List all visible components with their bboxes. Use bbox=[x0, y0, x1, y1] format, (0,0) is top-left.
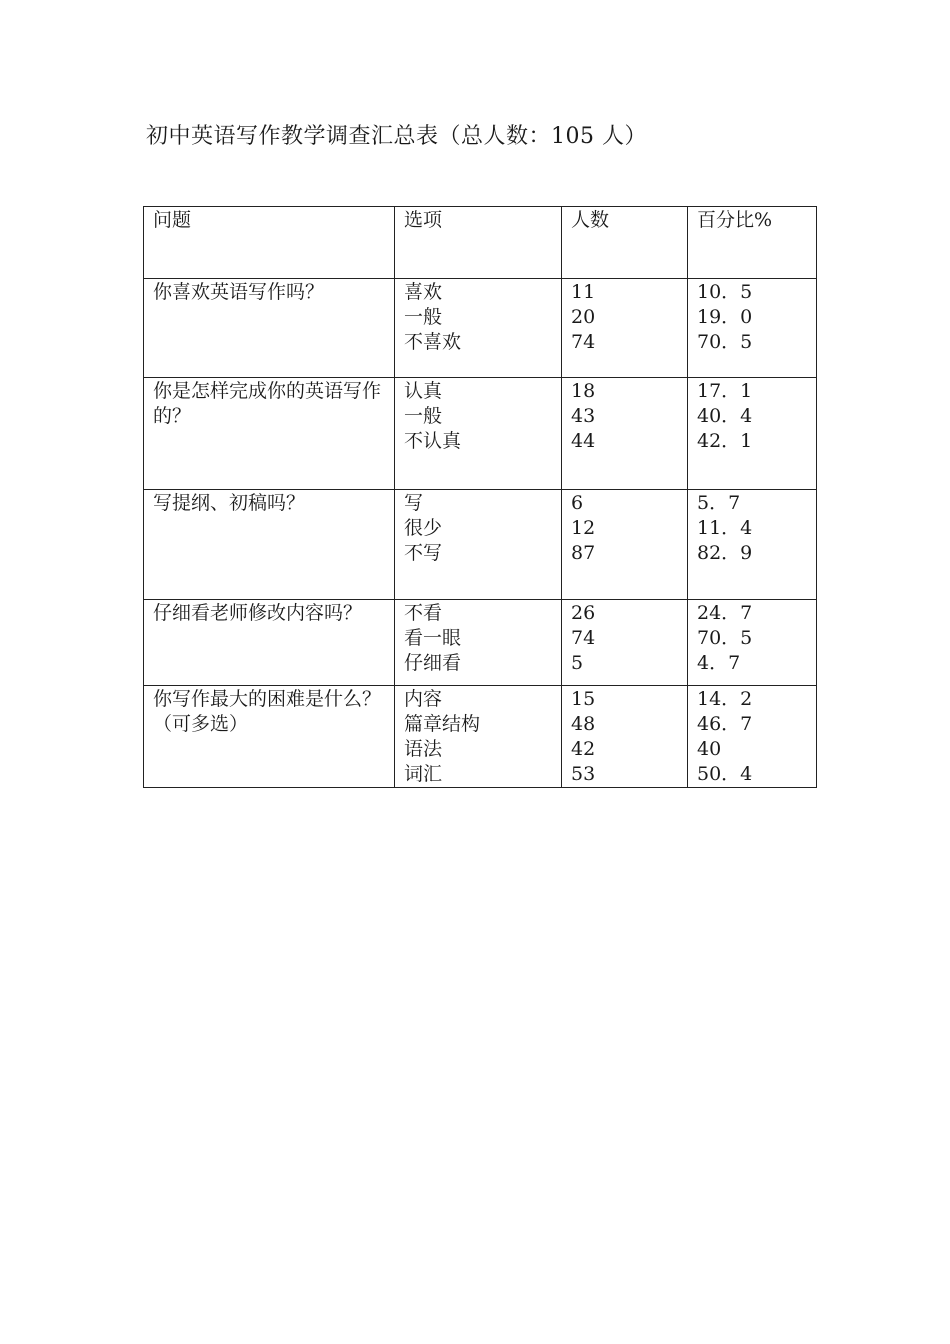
question-text: 写提纲、初稿吗？ bbox=[153, 492, 306, 514]
count-value: 43 bbox=[571, 405, 596, 427]
table-header-row bbox=[144, 207, 817, 279]
question-cell bbox=[144, 279, 395, 378]
option-text: 很少 bbox=[404, 517, 443, 539]
option-text: 仔细看 bbox=[404, 652, 462, 674]
percent-cell bbox=[688, 490, 817, 600]
option-text: 不看 bbox=[404, 602, 443, 624]
count-value: 5 bbox=[571, 652, 584, 674]
question-text: 仔细看老师修改内容吗？ bbox=[153, 602, 363, 624]
percent-value: 14．2 bbox=[697, 688, 753, 710]
count-value: 42 bbox=[571, 738, 596, 760]
question-cell bbox=[144, 686, 395, 788]
count-value: 74 bbox=[571, 331, 596, 353]
count-value: 11 bbox=[571, 281, 596, 303]
question-cell bbox=[144, 378, 395, 490]
count-cell bbox=[562, 600, 688, 686]
percent-cell bbox=[688, 279, 817, 378]
count-cell bbox=[562, 686, 688, 788]
option-text: 语法 bbox=[404, 738, 443, 760]
question-cell bbox=[144, 600, 395, 686]
option-text: 一般 bbox=[404, 405, 443, 427]
percent-value: 82．9 bbox=[697, 542, 753, 564]
count-cell bbox=[562, 279, 688, 378]
percent-value: 5．7 bbox=[697, 492, 741, 514]
table-row bbox=[144, 490, 817, 600]
count-value: 44 bbox=[571, 430, 596, 452]
count-value: 12 bbox=[571, 517, 596, 539]
percent-value: 4．7 bbox=[697, 652, 741, 674]
option-text: 一般 bbox=[404, 306, 443, 328]
percent-value: 70．5 bbox=[697, 331, 753, 353]
option-text: 不喜欢 bbox=[404, 331, 462, 353]
question-cell bbox=[144, 490, 395, 600]
percent-value: 46．7 bbox=[697, 713, 753, 735]
count-value: 48 bbox=[571, 713, 596, 735]
option-text: 不写 bbox=[404, 542, 443, 564]
option-text: 不认真 bbox=[404, 430, 462, 452]
table-row bbox=[144, 686, 817, 788]
percent-value: 17．1 bbox=[697, 380, 753, 402]
percent-cell bbox=[688, 600, 817, 686]
option-text: 认真 bbox=[404, 380, 443, 402]
count-value: 6 bbox=[571, 492, 584, 514]
percent-value: 70．5 bbox=[697, 627, 753, 649]
option-cell bbox=[395, 378, 562, 490]
option-text: 看一眼 bbox=[404, 627, 462, 649]
count-value: 15 bbox=[571, 688, 596, 710]
table-row bbox=[144, 378, 817, 490]
option-cell bbox=[395, 600, 562, 686]
percent-value: 24．7 bbox=[697, 602, 753, 624]
percent-value: 11．4 bbox=[697, 517, 753, 539]
percent-value: 19．0 bbox=[697, 306, 753, 328]
header-percent: 百分比% bbox=[688, 207, 817, 279]
header-option: 选项 bbox=[395, 207, 562, 279]
percent-cell bbox=[688, 378, 817, 490]
count-value: 87 bbox=[571, 542, 596, 564]
option-text: 篇章结构 bbox=[404, 713, 481, 735]
question-text: 你喜欢英语写作吗？ bbox=[153, 281, 325, 303]
option-text: 词汇 bbox=[404, 763, 443, 785]
header-count: 人数 bbox=[562, 207, 688, 279]
percent-value: 50．4 bbox=[697, 763, 753, 785]
count-value: 74 bbox=[571, 627, 596, 649]
count-value: 53 bbox=[571, 763, 596, 785]
option-cell bbox=[395, 490, 562, 600]
count-cell bbox=[562, 378, 688, 490]
percent-cell bbox=[688, 686, 817, 788]
percent-value: 42．1 bbox=[697, 430, 753, 452]
option-cell bbox=[395, 686, 562, 788]
option-text: 写 bbox=[404, 492, 424, 514]
option-text: 喜欢 bbox=[404, 281, 443, 303]
option-text: 内容 bbox=[404, 688, 443, 710]
survey-table bbox=[143, 206, 817, 788]
percent-value: 40 bbox=[697, 738, 722, 760]
count-value: 20 bbox=[571, 306, 596, 328]
header-question: 问题 bbox=[144, 207, 395, 279]
table-row bbox=[144, 279, 817, 378]
percent-value: 40．4 bbox=[697, 405, 753, 427]
option-cell bbox=[395, 279, 562, 378]
count-value: 26 bbox=[571, 602, 596, 624]
count-cell bbox=[562, 490, 688, 600]
table-row bbox=[144, 600, 817, 686]
count-value: 18 bbox=[571, 380, 596, 402]
percent-value: 10．5 bbox=[697, 281, 753, 303]
question-text: 你写作最大的困难是什么？（可多选） bbox=[153, 688, 382, 735]
document-title: 初中英语写作教学调查汇总表（总人数：105 人） bbox=[146, 124, 647, 149]
question-text: 你是怎样完成你的英语写作的？ bbox=[153, 380, 382, 427]
